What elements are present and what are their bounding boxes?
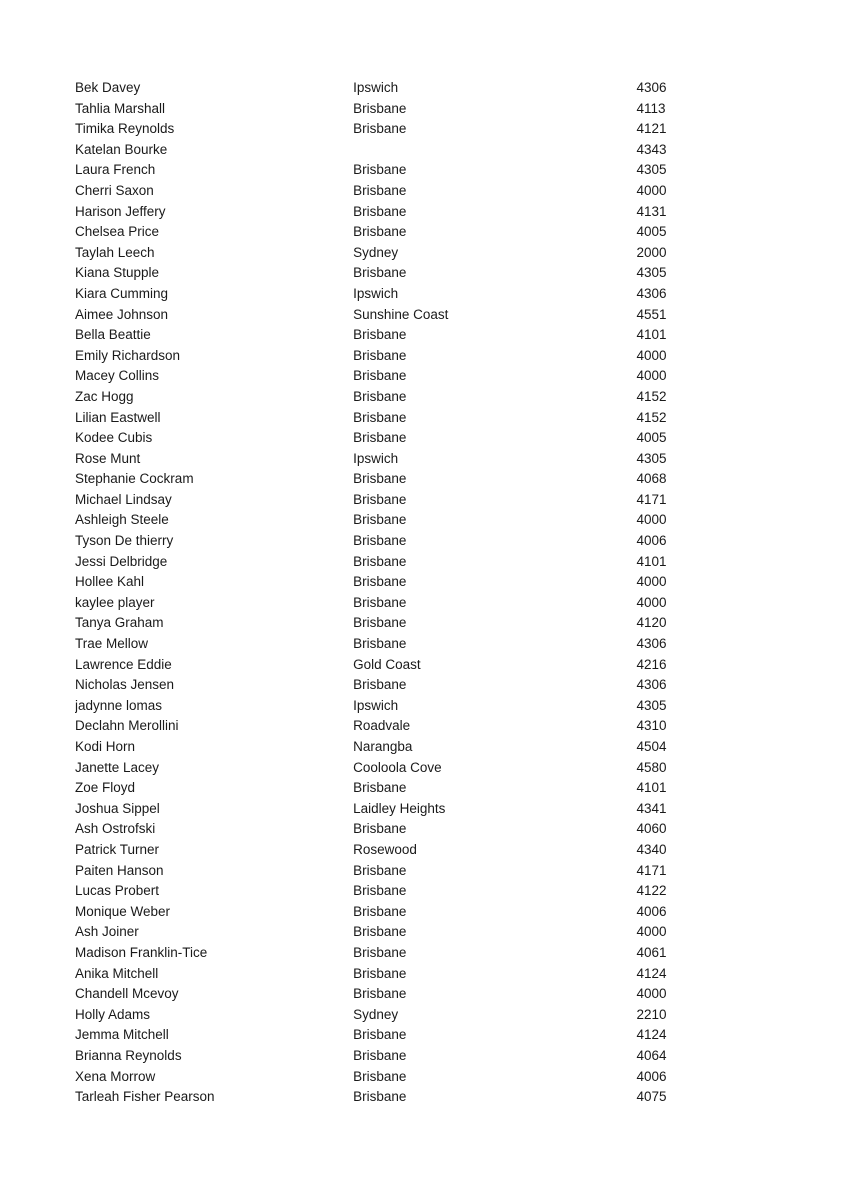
name-cell: Madison Franklin-Tice: [75, 944, 208, 960]
postcode-cell: 4305: [636, 265, 667, 281]
table-row: [75, 449, 695, 470]
postcode-cell: 4064: [636, 1047, 667, 1063]
table-row: [75, 1025, 695, 1046]
city-cell: Brisbane: [353, 862, 407, 878]
name-cell: Brianna Reynolds: [75, 1047, 182, 1063]
table-row: [75, 469, 695, 490]
city-cell: Brisbane: [353, 100, 407, 116]
postcode-cell: 4306: [636, 677, 667, 693]
table-row: [75, 696, 695, 717]
postcode-cell: 4343: [636, 141, 667, 157]
city-cell: Brisbane: [353, 368, 407, 384]
postcode-cell: 4171: [636, 491, 667, 507]
table-row: [75, 861, 695, 882]
table-row: [75, 778, 695, 799]
table-row: [75, 593, 695, 614]
name-cell: Laura French: [75, 162, 156, 178]
name-cell: Janette Lacey: [75, 759, 160, 775]
postcode-cell: 4000: [636, 594, 667, 610]
table-row: [75, 387, 695, 408]
name-cell: Kiara Cumming: [75, 285, 169, 301]
table-row: [75, 510, 695, 531]
city-cell: Brisbane: [353, 615, 407, 631]
postcode-cell: 4171: [636, 862, 667, 878]
postcode-cell: 4101: [636, 553, 667, 569]
city-cell: Brisbane: [353, 265, 407, 281]
name-cell: Cherri Saxon: [75, 182, 154, 198]
postcode-cell: 4000: [636, 368, 667, 384]
table-row: [75, 737, 695, 758]
city-cell: Cooloola Cove: [353, 759, 442, 775]
city-cell: Brisbane: [353, 924, 407, 940]
city-cell: Brisbane: [353, 327, 407, 343]
table-row: [75, 819, 695, 840]
postcode-cell: 4152: [636, 409, 667, 425]
table-row: [75, 1067, 695, 1088]
name-cell: Emily Richardson: [75, 347, 181, 363]
name-cell: jadynne lomas: [75, 697, 163, 713]
postcode-cell: 4306: [636, 636, 667, 652]
name-cell: Tyson De thierry: [75, 533, 174, 549]
table-row: [75, 119, 695, 140]
name-cell: Rose Munt: [75, 450, 141, 466]
name-cell: Kiana Stupple: [75, 265, 160, 281]
city-cell: Brisbane: [353, 1068, 407, 1084]
name-cell: Chandell Mcevoy: [75, 986, 179, 1002]
city-cell: Brisbane: [353, 224, 407, 240]
name-cell: Zoe Floyd: [75, 780, 136, 796]
postcode-cell: 4000: [636, 924, 667, 940]
table-row: [75, 263, 695, 284]
postcode-cell: 4306: [636, 80, 667, 95]
name-cell: Tarleah Fisher Pearson: [75, 1089, 215, 1105]
postcode-cell: 4006: [636, 1068, 667, 1084]
city-cell: Gold Coast: [353, 656, 421, 672]
city-cell: Brisbane: [353, 965, 407, 981]
city-cell: Ipswich: [353, 80, 399, 95]
name-cell: kaylee player: [75, 594, 155, 610]
table-row: [75, 799, 695, 820]
table-row: [75, 552, 695, 573]
name-cell: Tanya Graham: [75, 615, 164, 631]
city-cell: Brisbane: [353, 533, 407, 549]
table-row: [75, 943, 695, 964]
table-row: [75, 572, 695, 593]
postcode-cell: 4000: [636, 182, 667, 198]
city-cell: Brisbane: [353, 1047, 407, 1063]
table-row: [75, 325, 695, 346]
postcode-cell: 4061: [636, 944, 667, 960]
city-cell: Brisbane: [353, 121, 407, 137]
table-row: [75, 243, 695, 264]
table-row: [75, 490, 695, 511]
name-cell: Nicholas Jensen: [75, 677, 175, 693]
city-cell: Brisbane: [353, 347, 407, 363]
table-row: [75, 964, 695, 985]
city-cell: Brisbane: [353, 986, 407, 1002]
name-cell: Bella Beattie: [75, 327, 151, 343]
name-cell: Paiten Hanson: [75, 862, 164, 878]
city-cell: Rosewood: [353, 841, 417, 857]
city-cell: Brisbane: [353, 553, 407, 569]
name-cell: Jemma Mitchell: [75, 1027, 169, 1043]
name-cell: Ash Joiner: [75, 924, 139, 940]
postcode-cell: 4306: [636, 285, 667, 301]
table-row: [75, 346, 695, 367]
postcode-cell: 4124: [636, 965, 667, 981]
city-cell: Brisbane: [353, 1089, 407, 1105]
city-cell: Brisbane: [353, 821, 407, 837]
city-cell: Ipswich: [353, 697, 399, 713]
postcode-cell: 4113: [636, 100, 666, 116]
city-cell: Brisbane: [353, 636, 407, 652]
table-row: [75, 922, 695, 943]
table-row: [75, 675, 695, 696]
name-cell: Kodi Horn: [75, 739, 136, 754]
name-cell: Ash Ostrofski: [75, 821, 156, 837]
postcode-cell: 4216: [636, 656, 667, 672]
name-cell: Hollee Kahl: [75, 574, 145, 590]
table-row: [75, 305, 695, 326]
table-row: [75, 366, 695, 387]
postcode-cell: 4006: [636, 533, 667, 549]
city-cell: Narangba: [353, 739, 413, 754]
city-cell: Brisbane: [353, 491, 407, 507]
name-cell: Trae Mellow: [75, 636, 149, 652]
postcode-cell: 4122: [636, 883, 667, 899]
name-cell: Holly Adams: [75, 1006, 151, 1022]
postcode-cell: 4101: [636, 327, 667, 343]
name-cell: Timika Reynolds: [75, 121, 175, 137]
city-cell: Sydney: [353, 244, 399, 260]
city-cell: Brisbane: [353, 574, 407, 590]
city-cell: Sydney: [353, 1006, 399, 1022]
postcode-cell: 2000: [636, 244, 667, 260]
name-cell: Anika Mitchell: [75, 965, 159, 981]
name-cell: Katelan Bourke: [75, 141, 168, 157]
postcode-cell: 4340: [636, 841, 667, 857]
postcode-cell: 4060: [636, 821, 667, 837]
city-cell: Brisbane: [353, 182, 407, 198]
name-cell: Lawrence Eddie: [75, 656, 172, 672]
city-cell: Laidley Heights: [353, 800, 446, 816]
city-cell: Brisbane: [353, 677, 407, 693]
postcode-cell: 4000: [636, 347, 667, 363]
name-cell: Taylah Leech: [75, 244, 155, 260]
table-row: [75, 613, 695, 634]
postcode-cell: 4068: [636, 471, 667, 487]
postcode-cell: 4580: [636, 759, 667, 775]
name-cell: Monique Weber: [75, 903, 171, 919]
postcode-cell: 4000: [636, 986, 667, 1002]
name-cell: Macey Collins: [75, 368, 160, 384]
city-cell: Brisbane: [353, 430, 407, 446]
table-row: [75, 902, 695, 923]
name-cell: Patrick Turner: [75, 841, 160, 857]
postcode-cell: 4075: [636, 1089, 667, 1105]
postcode-cell: 4120: [636, 615, 667, 631]
city-cell: Sunshine Coast: [353, 306, 449, 322]
city-cell: Ipswich: [353, 285, 399, 301]
name-cell: Harison Jeffery: [75, 203, 166, 219]
city-cell: Brisbane: [353, 883, 407, 899]
postcode-cell: 2210: [636, 1006, 667, 1022]
city-cell: Brisbane: [353, 471, 407, 487]
postcode-cell: 4551: [636, 306, 667, 322]
city-cell: Brisbane: [353, 409, 407, 425]
postcode-cell: 4504: [636, 739, 667, 754]
name-cell: Tahlia Marshall: [75, 100, 166, 116]
table-row: [75, 716, 695, 737]
table-row: [75, 222, 695, 243]
table-row: [75, 160, 695, 181]
name-cell: Declahn Merollini: [75, 718, 179, 734]
table-row: [75, 284, 695, 305]
name-cell: Xena Morrow: [75, 1068, 156, 1084]
table-row: [75, 840, 695, 861]
city-cell: Brisbane: [353, 1027, 407, 1043]
postcode-cell: 4005: [636, 224, 667, 240]
name-cell: Ashleigh Steele: [75, 512, 169, 528]
postcode-cell: 4310: [636, 718, 667, 734]
postcode-cell: 4101: [636, 780, 667, 796]
contact-table: [75, 78, 695, 1108]
postcode-cell: 4006: [636, 903, 667, 919]
name-cell: Stephanie Cockram: [75, 471, 194, 487]
postcode-cell: 4305: [636, 697, 667, 713]
table-row: [75, 1046, 695, 1067]
city-cell: Ipswich: [353, 450, 399, 466]
name-cell: Lilian Eastwell: [75, 409, 161, 425]
name-cell: Lucas Probert: [75, 883, 160, 899]
postcode-cell: 4305: [636, 450, 667, 466]
table-row: [75, 655, 695, 676]
city-cell: Brisbane: [353, 162, 407, 178]
city-cell: Brisbane: [353, 594, 407, 610]
postcode-cell: 4152: [636, 388, 667, 404]
name-cell: Zac Hogg: [75, 388, 134, 404]
name-cell: Michael Lindsay: [75, 491, 172, 507]
table-row: [75, 1087, 695, 1108]
table-row: [75, 202, 695, 223]
table-row: [75, 984, 695, 1005]
city-cell: Roadvale: [353, 718, 411, 734]
table-row: [75, 78, 695, 99]
name-cell: Joshua Sippel: [75, 800, 160, 816]
postcode-cell: 4341: [636, 800, 667, 816]
table-row: [75, 758, 695, 779]
city-cell: Brisbane: [353, 780, 407, 796]
name-cell: Jessi Delbridge: [75, 553, 168, 569]
city-cell: Brisbane: [353, 944, 407, 960]
postcode-cell: 4124: [636, 1027, 667, 1043]
table-row: [75, 881, 695, 902]
city-cell: Brisbane: [353, 388, 407, 404]
postcode-cell: 4121: [636, 121, 667, 137]
name-cell: Chelsea Price: [75, 224, 160, 240]
postcode-cell: 4305: [636, 162, 667, 178]
postcode-cell: 4000: [636, 512, 667, 528]
city-cell: Brisbane: [353, 512, 407, 528]
table-row: [75, 140, 695, 161]
postcode-cell: 4131: [636, 203, 667, 219]
table-row: [75, 99, 695, 120]
table-row: [75, 634, 695, 655]
name-cell: Bek Davey: [75, 80, 141, 95]
table-row: [75, 1005, 695, 1026]
city-cell: Brisbane: [353, 903, 407, 919]
postcode-cell: 4005: [636, 430, 667, 446]
name-cell: Kodee Cubis: [75, 430, 153, 446]
table-row: [75, 181, 695, 202]
name-cell: Aimee Johnson: [75, 306, 169, 322]
postcode-cell: 4000: [636, 574, 667, 590]
table-row: [75, 428, 695, 449]
table-row: [75, 531, 695, 552]
city-cell: Brisbane: [353, 203, 407, 219]
table-row: [75, 408, 695, 429]
